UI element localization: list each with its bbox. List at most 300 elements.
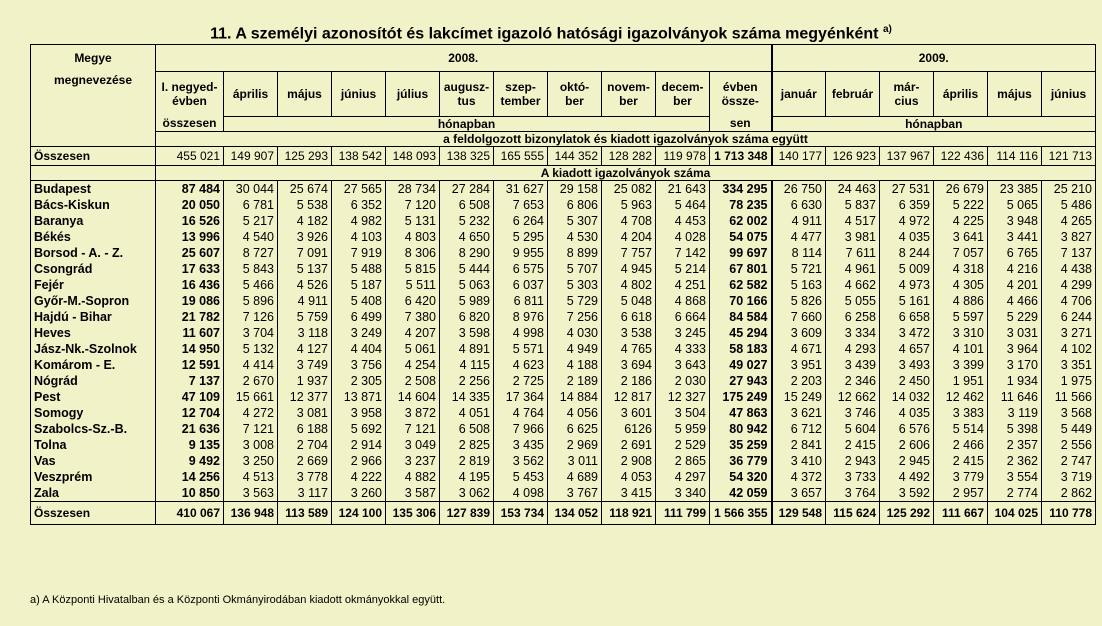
value-cell: 127 839 [440, 501, 494, 524]
month-label: június [340, 86, 377, 101]
value-cell: 3 926 [278, 229, 332, 245]
value-cell: 4 765 [602, 341, 656, 357]
value-cell: 3 435 [494, 437, 548, 453]
value-cell: 25 607 [156, 245, 224, 261]
value-cell: 4 101 [934, 341, 988, 357]
value-cell: 42 059 [710, 485, 772, 502]
month-label: június [1050, 86, 1087, 101]
value-cell: 23 385 [988, 180, 1042, 197]
value-cell: 2 415 [826, 437, 880, 453]
value-cell: 26 750 [772, 180, 826, 197]
value-cell: 6 820 [440, 309, 494, 325]
value-cell: 5 398 [988, 421, 1042, 437]
value-cell: 5 843 [224, 261, 278, 277]
value-cell: 165 555 [494, 146, 548, 165]
value-cell: 3 719 [1042, 469, 1096, 485]
value-cell: 19 086 [156, 293, 224, 309]
month-label-cont: tus [457, 93, 476, 108]
value-cell: 4 056 [548, 405, 602, 421]
title-footnote-marker: a) [882, 24, 892, 35]
county-name: Békés [31, 229, 156, 245]
value-cell: 6 806 [548, 197, 602, 213]
value-cell: 3 250 [224, 453, 278, 469]
table-row [31, 146, 1096, 165]
value-cell: 1 951 [934, 373, 988, 389]
value-cell: 27 565 [332, 180, 386, 197]
month-label: szep- [505, 79, 536, 94]
value-cell: 3 981 [826, 229, 880, 245]
value-cell: 4 098 [494, 485, 548, 502]
q1-header-line1: I. negyed- [161, 80, 218, 94]
value-cell: 3 554 [988, 469, 1042, 485]
value-cell: 3 310 [934, 325, 988, 341]
value-cell: 4 053 [602, 469, 656, 485]
month-label-cont: ber [673, 93, 692, 108]
table-row [31, 197, 1096, 213]
value-cell: 3 062 [440, 485, 494, 502]
value-cell: 3 733 [826, 469, 880, 485]
value-cell: 3 049 [386, 437, 440, 453]
month-2009-header [988, 72, 1042, 117]
value-cell: 4 182 [278, 213, 332, 229]
county-header-line1: Megye [74, 51, 112, 65]
value-cell: 128 282 [602, 146, 656, 165]
value-cell: 13 871 [332, 389, 386, 405]
value-cell: 4 318 [934, 261, 988, 277]
value-cell: 5 048 [602, 293, 656, 309]
value-cell: 6 420 [386, 293, 440, 309]
value-cell: 119 978 [656, 146, 710, 165]
value-cell: 5 729 [548, 293, 602, 309]
value-cell: 6 765 [988, 245, 1042, 261]
value-cell: 54 320 [710, 469, 772, 485]
value-cell: 6 508 [440, 421, 494, 437]
value-cell: 3 958 [332, 405, 386, 421]
month-2009-header [826, 72, 880, 117]
value-cell: 6 352 [332, 197, 386, 213]
value-cell: 3 641 [934, 229, 988, 245]
value-cell: 7 757 [602, 245, 656, 261]
value-cell: 7 142 [656, 245, 710, 261]
value-cell: 3 592 [880, 485, 934, 502]
value-cell: 7 919 [332, 245, 386, 261]
value-cell: 4 803 [386, 229, 440, 245]
county-header [31, 45, 156, 147]
value-cell: 14 032 [880, 389, 934, 405]
value-cell: 6 811 [494, 293, 548, 309]
value-cell: 6 244 [1042, 309, 1096, 325]
value-cell: 2 450 [880, 373, 934, 389]
value-cell: 30 044 [224, 180, 278, 197]
year-2008-header: 2008. [156, 45, 772, 72]
county-name: Jász-Nk.-Szolnok [31, 341, 156, 357]
value-cell: 3 118 [278, 325, 332, 341]
value-cell: 8 976 [494, 309, 548, 325]
value-cell: 6 781 [224, 197, 278, 213]
value-cell: 5 449 [1042, 421, 1096, 437]
county-name: Győr-M.-Sopron [31, 293, 156, 309]
value-cell: 410 067 [156, 501, 224, 524]
value-cell: 3 439 [826, 357, 880, 373]
value-cell: 4 492 [880, 469, 934, 485]
value-cell: 4 911 [278, 293, 332, 309]
value-cell: 3 951 [772, 357, 826, 373]
value-cell: 5 453 [494, 469, 548, 485]
value-cell: 12 327 [656, 389, 710, 405]
county-name: Nógrád [31, 373, 156, 389]
value-cell: 14 950 [156, 341, 224, 357]
value-cell: 2 556 [1042, 437, 1096, 453]
value-cell: 3 778 [278, 469, 332, 485]
value-cell: 2 203 [772, 373, 826, 389]
value-cell: 5 486 [1042, 197, 1096, 213]
county-name: Csongrád [31, 261, 156, 277]
month-2008-header [386, 72, 440, 117]
month-2008-header [494, 72, 548, 117]
table-row [31, 373, 1096, 389]
value-cell: 21 782 [156, 309, 224, 325]
value-cell: 5 132 [224, 341, 278, 357]
yearly-total-header [710, 72, 772, 117]
value-cell: 54 075 [710, 229, 772, 245]
value-cell: 35 259 [710, 437, 772, 453]
value-cell: 28 734 [386, 180, 440, 197]
q1-header [156, 72, 224, 117]
value-cell: 5 232 [440, 213, 494, 229]
value-cell: 129 548 [772, 501, 826, 524]
value-cell: 5 692 [332, 421, 386, 437]
value-cell: 175 249 [710, 389, 772, 405]
value-cell: 5 488 [332, 261, 386, 277]
page-title [0, 24, 1102, 43]
county-name: Összesen [31, 501, 156, 524]
month-label: május [997, 86, 1032, 101]
value-cell: 5 815 [386, 261, 440, 277]
table-row [31, 405, 1096, 421]
value-cell: 8 727 [224, 245, 278, 261]
value-cell: 5 295 [494, 229, 548, 245]
value-cell: 4 764 [494, 405, 548, 421]
value-cell: 4 251 [656, 277, 710, 293]
value-cell: 8 899 [548, 245, 602, 261]
month-label: február [831, 86, 874, 101]
value-cell: 4 188 [548, 357, 602, 373]
value-cell: 3 756 [332, 357, 386, 373]
value-cell: 36 779 [710, 453, 772, 469]
value-cell: 5 571 [494, 341, 548, 357]
value-cell: 5 214 [656, 261, 710, 277]
value-cell: 27 284 [440, 180, 494, 197]
value-cell: 3 609 [772, 325, 826, 341]
value-cell: 140 177 [772, 146, 826, 165]
value-cell: 2 669 [278, 453, 332, 469]
value-cell: 62 582 [710, 277, 772, 293]
month-2008-header [440, 72, 494, 117]
value-cell: 5 063 [440, 277, 494, 293]
value-cell: 4 305 [934, 277, 988, 293]
value-cell: 7 966 [494, 421, 548, 437]
value-cell: 3 749 [278, 357, 332, 373]
value-cell: 7 057 [934, 245, 988, 261]
value-cell: 4 035 [880, 405, 934, 421]
value-cell: 5 217 [224, 213, 278, 229]
county-name: Összesen [31, 146, 156, 165]
value-cell: 7 660 [772, 309, 826, 325]
value-cell: 3 587 [386, 485, 440, 502]
value-cell: 6 712 [772, 421, 826, 437]
value-cell: 80 942 [710, 421, 772, 437]
value-cell: 6 359 [880, 197, 934, 213]
county-name: Heves [31, 325, 156, 341]
value-cell: 4 115 [440, 357, 494, 373]
county-name: Somogy [31, 405, 156, 421]
value-cell: 2 841 [772, 437, 826, 453]
value-cell: 5 131 [386, 213, 440, 229]
value-cell: 25 674 [278, 180, 332, 197]
value-cell: 2 606 [880, 437, 934, 453]
value-cell: 3 170 [988, 357, 1042, 373]
value-cell: 3 704 [224, 325, 278, 341]
value-cell: 62 002 [710, 213, 772, 229]
table-row [31, 341, 1096, 357]
value-cell: 3 538 [602, 325, 656, 341]
month-label: decem- [661, 79, 704, 94]
section-issued-label: A kiadott igazolványok száma [156, 165, 1096, 180]
value-cell: 122 436 [934, 146, 988, 165]
value-cell: 4 708 [602, 213, 656, 229]
value-cell: 5 222 [934, 197, 988, 213]
month-label-cont: ber [619, 93, 638, 108]
value-cell: 4 222 [332, 469, 386, 485]
value-cell: 4 623 [494, 357, 548, 373]
value-cell: 2 945 [880, 453, 934, 469]
value-cell: 29 158 [548, 180, 602, 197]
value-cell: 3 764 [826, 485, 880, 502]
value-cell: 4 477 [772, 229, 826, 245]
yearly-header-bottom: sen [710, 116, 772, 131]
value-cell: 7 611 [826, 245, 880, 261]
value-cell: 6 625 [548, 421, 602, 437]
value-cell: 2 865 [656, 453, 710, 469]
value-cell: 4 028 [656, 229, 710, 245]
value-cell: 125 293 [278, 146, 332, 165]
value-cell: 4 299 [1042, 277, 1096, 293]
value-cell: 1 975 [1042, 373, 1096, 389]
month-2009-header [1042, 72, 1096, 117]
value-cell: 111 799 [656, 501, 710, 524]
value-cell: 84 584 [710, 309, 772, 325]
value-cell: 16 526 [156, 213, 224, 229]
value-cell: 4 671 [772, 341, 826, 357]
value-cell: 2 670 [224, 373, 278, 389]
value-cell: 4 517 [826, 213, 880, 229]
value-cell: 27 531 [880, 180, 934, 197]
value-cell: 5 307 [548, 213, 602, 229]
county-name: Pest [31, 389, 156, 405]
table-row [31, 180, 1096, 197]
value-cell: 6 264 [494, 213, 548, 229]
value-cell: 2 030 [656, 373, 710, 389]
value-cell: 5 514 [934, 421, 988, 437]
value-cell: 2 914 [332, 437, 386, 453]
value-cell: 3 237 [386, 453, 440, 469]
value-cell: 3 415 [602, 485, 656, 502]
section-processed-label: a feldolgozott bizonylatok és kiadott igazolványok száma együtt [156, 131, 1096, 146]
value-cell: 8 290 [440, 245, 494, 261]
value-cell: 49 027 [710, 357, 772, 373]
value-cell: 4 254 [386, 357, 440, 373]
county-name: Borsod - A. - Z. [31, 245, 156, 261]
value-cell: 2 943 [826, 453, 880, 469]
value-cell: 5 963 [602, 197, 656, 213]
value-cell: 5 511 [386, 277, 440, 293]
value-cell: 2 529 [656, 437, 710, 453]
table-row [31, 485, 1096, 502]
value-cell: 138 542 [332, 146, 386, 165]
value-cell: 4 882 [386, 469, 440, 485]
value-cell: 4 333 [656, 341, 710, 357]
value-cell: 3 472 [880, 325, 934, 341]
value-cell: 3 334 [826, 325, 880, 341]
value-cell: 110 778 [1042, 501, 1096, 524]
month-label: július [396, 86, 429, 101]
value-cell: 4 662 [826, 277, 880, 293]
value-cell: 3 245 [656, 325, 710, 341]
value-cell: 3 767 [548, 485, 602, 502]
value-cell: 3 504 [656, 405, 710, 421]
value-cell: 14 335 [440, 389, 494, 405]
value-cell: 4 802 [602, 277, 656, 293]
stats-table [30, 44, 1096, 525]
month-2008-header [332, 72, 386, 117]
value-cell: 4 868 [656, 293, 710, 309]
value-cell: 3 657 [772, 485, 826, 502]
value-cell: 20 050 [156, 197, 224, 213]
value-cell: 4 706 [1042, 293, 1096, 309]
value-cell: 111 667 [934, 501, 988, 524]
value-cell: 124 100 [332, 501, 386, 524]
value-cell: 14 884 [548, 389, 602, 405]
month-label: május [287, 86, 322, 101]
table-row [31, 437, 1096, 453]
value-cell: 3 779 [934, 469, 988, 485]
value-cell: 4 204 [602, 229, 656, 245]
value-cell: 4 225 [934, 213, 988, 229]
value-cell: 1 566 355 [710, 501, 772, 524]
value-cell: 5 759 [278, 309, 332, 325]
value-cell: 3 598 [440, 325, 494, 341]
value-cell: 126 923 [826, 146, 880, 165]
month-2008-header [602, 72, 656, 117]
value-cell: 9 955 [494, 245, 548, 261]
value-cell: 2 466 [934, 437, 988, 453]
value-cell: 5 837 [826, 197, 880, 213]
value-cell: 4 886 [934, 293, 988, 309]
value-cell: 5 161 [880, 293, 934, 309]
value-cell: 2 825 [440, 437, 494, 453]
month-label: októ- [559, 79, 590, 94]
county-name: Zala [31, 485, 156, 502]
value-cell: 136 948 [224, 501, 278, 524]
county-name: Bács-Kiskun [31, 197, 156, 213]
value-cell: 3 031 [988, 325, 1042, 341]
value-cell: 3 081 [278, 405, 332, 421]
value-cell: 4 998 [494, 325, 548, 341]
value-cell: 2 305 [332, 373, 386, 389]
value-cell: 5 989 [440, 293, 494, 309]
month-2009-header [772, 72, 826, 117]
value-cell: 17 633 [156, 261, 224, 277]
value-cell: 4 540 [224, 229, 278, 245]
value-cell: 6 630 [772, 197, 826, 213]
month-label: már- [893, 79, 920, 94]
value-cell: 4 201 [988, 277, 1042, 293]
value-cell: 9 135 [156, 437, 224, 453]
value-cell: 3 117 [278, 485, 332, 502]
value-cell: 2 774 [988, 485, 1042, 502]
value-cell: 31 627 [494, 180, 548, 197]
value-cell: 27 943 [710, 373, 772, 389]
value-cell: 6 658 [880, 309, 934, 325]
value-cell: 3 493 [880, 357, 934, 373]
value-cell: 2 189 [548, 373, 602, 389]
value-cell: 115 624 [826, 501, 880, 524]
value-cell: 5 896 [224, 293, 278, 309]
county-name: Fejér [31, 277, 156, 293]
value-cell: 6 037 [494, 277, 548, 293]
value-cell: 4 035 [880, 229, 934, 245]
value-cell: 3 562 [494, 453, 548, 469]
value-cell: 2 969 [548, 437, 602, 453]
value-cell: 8 306 [386, 245, 440, 261]
value-cell: 7 380 [386, 309, 440, 325]
value-cell: 7 121 [224, 421, 278, 437]
value-cell: 2 346 [826, 373, 880, 389]
value-cell: 135 306 [386, 501, 440, 524]
value-cell: 13 996 [156, 229, 224, 245]
value-cell: 24 463 [826, 180, 880, 197]
value-cell: 4 102 [1042, 341, 1096, 357]
value-cell: 113 589 [278, 501, 332, 524]
value-cell: 3 746 [826, 405, 880, 421]
value-cell: 5 604 [826, 421, 880, 437]
value-cell: 6 258 [826, 309, 880, 325]
month-label: április [942, 86, 979, 101]
value-cell: 4 293 [826, 341, 880, 357]
value-cell: 67 801 [710, 261, 772, 277]
value-cell: 334 295 [710, 180, 772, 197]
value-cell: 2 966 [332, 453, 386, 469]
value-cell: 2 908 [602, 453, 656, 469]
value-cell: 137 967 [880, 146, 934, 165]
value-cell: 148 093 [386, 146, 440, 165]
value-cell: 2 362 [988, 453, 1042, 469]
value-cell: 7 126 [224, 309, 278, 325]
value-cell: 5 721 [772, 261, 826, 277]
value-cell: 7 137 [1042, 245, 1096, 261]
table-row [31, 453, 1096, 469]
value-cell: 2 186 [602, 373, 656, 389]
value-cell: 2 415 [934, 453, 988, 469]
value-cell: 4 051 [440, 405, 494, 421]
county-name: Baranya [31, 213, 156, 229]
value-cell: 4 414 [224, 357, 278, 373]
value-cell: 12 462 [934, 389, 988, 405]
county-header-line2: megnevezése [53, 73, 133, 87]
value-cell: 11 566 [1042, 389, 1096, 405]
value-cell: 3 872 [386, 405, 440, 421]
value-cell: 118 921 [602, 501, 656, 524]
